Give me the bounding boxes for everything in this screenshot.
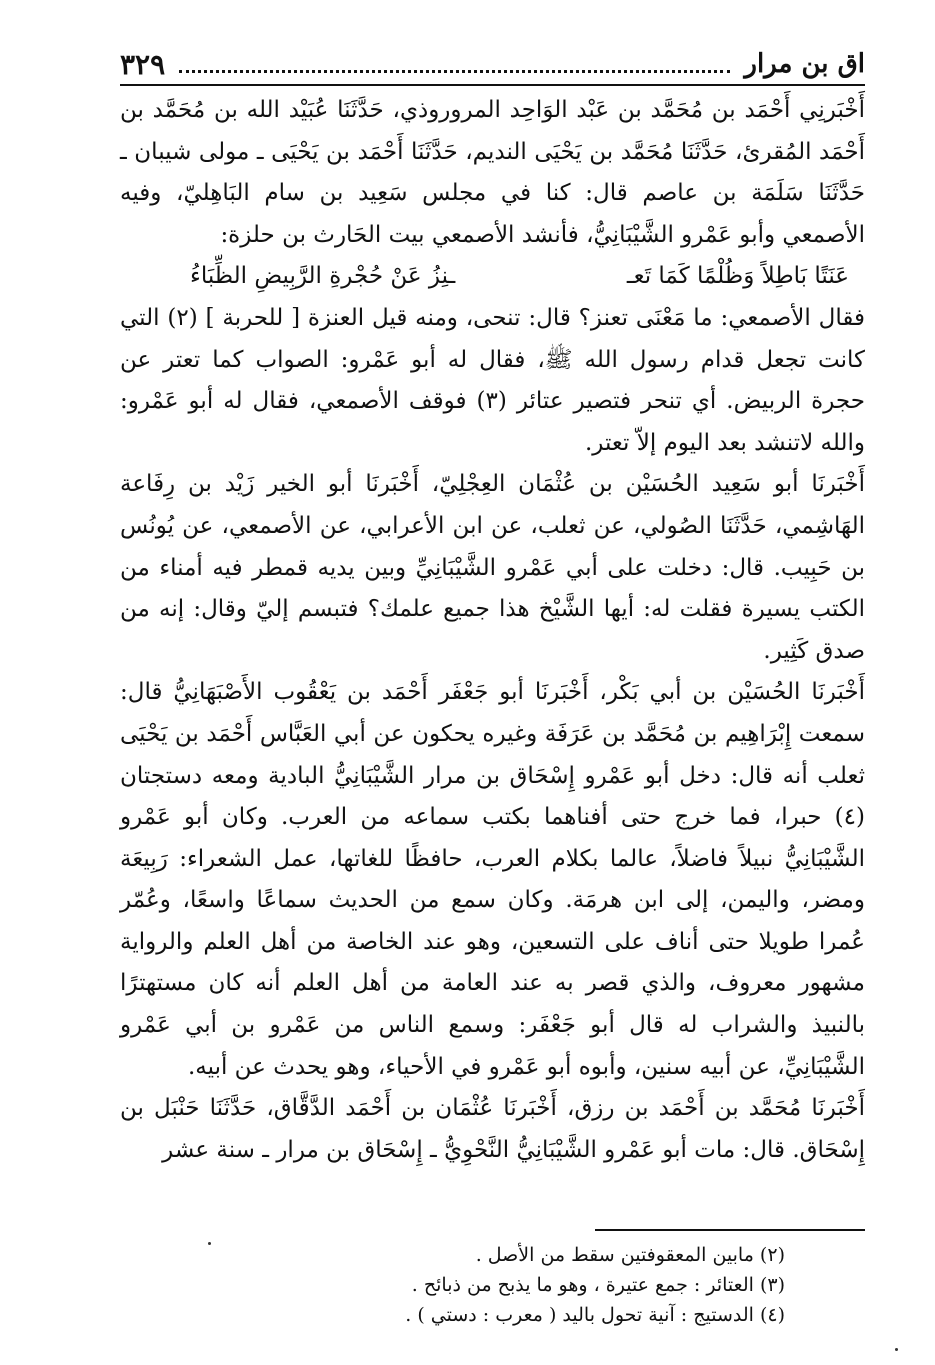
main-text bbox=[120, 90, 865, 1171]
poem-right-hemistich: عَنَتًا بَاطِلاً وَظُلْمًا كَمَا تَعـ bbox=[626, 263, 849, 290]
scan-speck bbox=[895, 1348, 898, 1351]
page-number: ٣٢٩ bbox=[120, 47, 166, 81]
running-title: اق بن مرار bbox=[744, 49, 865, 79]
page-header bbox=[120, 44, 865, 86]
poem-verse bbox=[120, 256, 865, 298]
paragraph: أَخْبَرنَا مُحَمَّد بن أَحْمَد بن رزق، أَخْبَرنَا عُثْمَان بن أَحْمَد الدَّقَّاق، حَدَّثَنَا حَنْبَل بن إِسْحَاق. قال: مات أبو عَمْرو الشَّيْبَانِيُّ النَّحْوِيُّ ـ إِسْحَاق بن مرار ـ سنة عشر bbox=[120, 1095, 865, 1163]
footnote: (٢) مابين المعقوفتين سقط من الأصل . bbox=[475, 1244, 785, 1266]
poem-left-hemistich: ـنِزُ عَنْ حُجْرةِ الرَّبِيضِ الظِّبَاءُ bbox=[190, 263, 456, 290]
paragraph: أَخْبَرنَا أبو سَعِيد الحُسَيْن بن عُثْمَان العِجْلِيّ، أَخْبَرنَا أبو الخير زَيْد بن رِفَاعة الهَاشِمي، حَدَّثَنَا الصُولي، عن ثعلب، عن ابن الأعرابي، عن الأصمعي، عن يُونُس بن حَبِيب. قال: دخلت على أبي عَمْرو الشَّيْبَانِيِّ وبين يديه قمطر فيه أمناء من الكتب يسيرة فقلت له: أيها الشَّيْخ هذا جميع علمك؟ فتبسم إليّ وقال: إنه من صدق كَثِير. bbox=[120, 471, 865, 664]
header-dot-leader bbox=[179, 56, 730, 73]
paragraph: أَخْبَرنَا الحُسَيْن بن أبي بَكْر، أَخْبَرنَا أبو جَعْفَر أَحْمَد بن يَعْقُوب الأَصْبَهَانِيُّ قال: سمعت إِبْرَاهِيم بن مُحَمَّد بن عَرَفَة وغيره يحكون عن أبي العَبَّاس أَحْمَد بن يَحْيَى ثعلب أنه قال: دخل أبو عَمْرو إِسْحَاق بن مرار الشَّيْبَانِيُّ البادية ومعه دستجتان (٤) حبرا، فما خرج حتى أفناهما بكتب سماعه من العرب. وكان أبو عَمْرو الشَّيْبَانِيُّ نبيلاً فاضلاً، عالما بكلام العرب، حافظًا للغاتها، عمل الشعراء: رَبِيعَة ومضر، واليمن، إلى ابن هرمَة. وكان سمع من الحديث سماعًا واسعًا، وعُمّر عُمرا طويلا حتى أناف على التسعين، وهو عند الخاصة من أهل العلم والرواية مشهور معروف، والذي قصر به عند العامة من أهل العلم أنه كان مستهترًا بالنبيذ والشراب له قال أبو جَعْفَر: وسمع الناس من عَمْرو بن أبي عَمْرو الشَّيْبَانِيِّ، عن أبيه سنين، وأبوه أبو عَمْرو في الأحياء، وهو يحدث عن أبيه. bbox=[120, 679, 865, 1080]
footnote: (٣) العتائر : جمع عتيرة ، وهو ما يذبح من ذبائح . bbox=[411, 1274, 785, 1296]
paragraph: فقال الأصمعي: ما مَعْنَى تعنز؟ قال: تنحى، ومنه قيل العنزة [ للحربة ] (٢) التي كانت تجعل قدام رسول الله ﷺ، فقال له أبو عَمْرو: الصواب كما تعتر عن حجرة الربيض. أي تنحر فتصير عتائر (٣) فوقف الأصمعي، فقال له أبو عَمْرو: والله لاتنشد بعد اليوم إلاّ تعتر. bbox=[120, 304, 865, 456]
paragraph: أَخْبَرنِي أَحْمَد بن مُحَمَّد بن عَبْد الوَاحِد المروروذي، حَدَّثَنَا عُبَيْد الله بن مُحَمَّد بن أَحْمَد المُقرئ، حَدَّثَنَا مُحَمَّد بن يَحْيَى النديم، حَدَّثَنَا أَحْمَد بن يَحْيَى ـ مولى شيبان ـ حَدَّثَنَا سَلَمَة بن عاصم قال: كنا في مجلس سَعِيد بن سام البَاهِليّ، وفيه الأصمعي وأبو عَمْرو الشَّيْبَانِيُّ، فأنشد الأصمعي بيت الحَارث بن حلزة: bbox=[120, 97, 865, 248]
footnotes bbox=[300, 1240, 785, 1330]
scan-speck bbox=[208, 1242, 211, 1245]
footnote: (٤) الدستيج : آنية تحول باليد ( معرب : دستي ) . bbox=[405, 1304, 785, 1326]
footnote-separator bbox=[595, 1229, 865, 1231]
